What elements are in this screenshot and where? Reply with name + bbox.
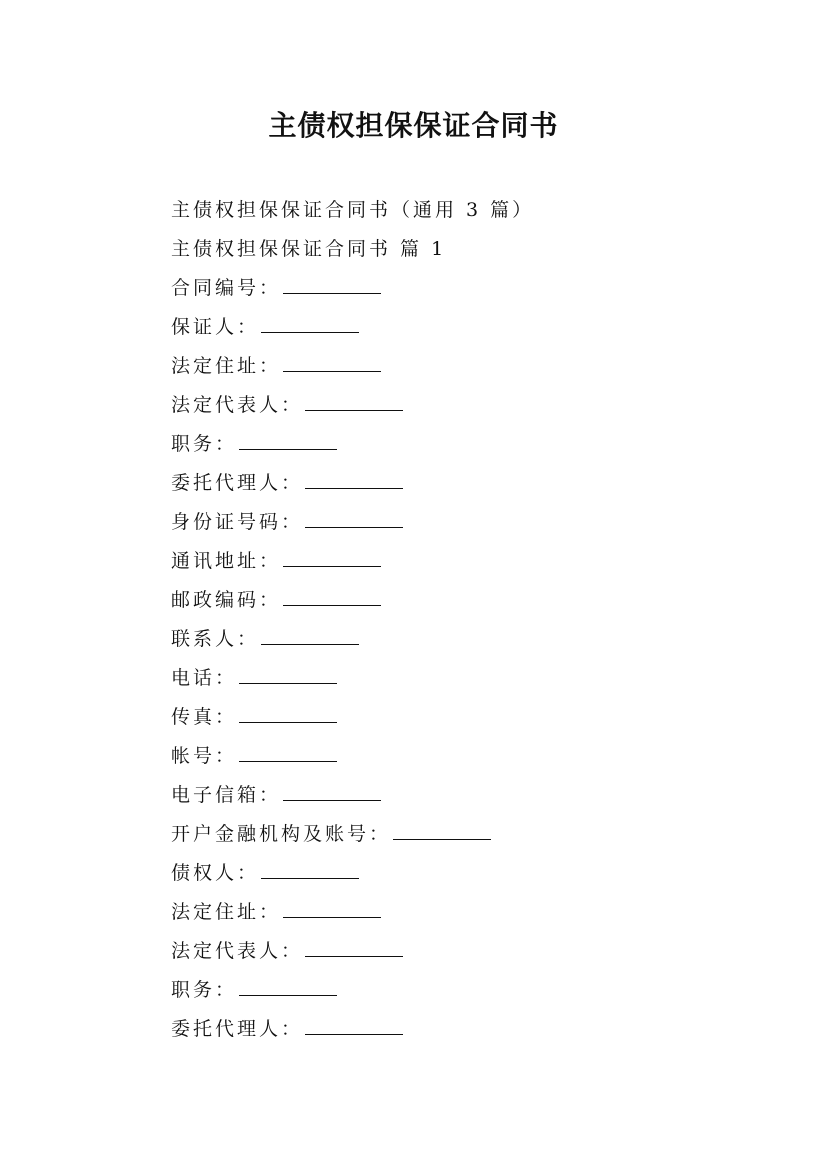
- fill-in-blank: [239, 743, 337, 762]
- fill-in-blank: [261, 626, 359, 645]
- field-label: 联系人：: [171, 628, 260, 650]
- field-label: 债权人：: [171, 862, 260, 884]
- field-label: 法定代表人：: [171, 940, 304, 962]
- form-field-line: [171, 898, 771, 937]
- fill-in-blank: [283, 899, 381, 918]
- document-title: 主债权担保保证合同书: [268, 109, 559, 142]
- fill-in-blank: [239, 431, 337, 450]
- document-line: [171, 196, 771, 235]
- form-field-line: [171, 352, 771, 391]
- fill-in-blank: [239, 665, 337, 684]
- field-label: 职务：: [171, 433, 238, 455]
- field-label: 帐号：: [171, 745, 238, 767]
- field-label: 电话：: [171, 667, 238, 689]
- field-label: 身份证号码：: [171, 511, 304, 533]
- field-label: 委托代理人：: [171, 1018, 304, 1040]
- field-label: 开户金融机构及账号：: [171, 823, 392, 845]
- field-label: 保证人：: [171, 316, 260, 338]
- document-body: [171, 196, 771, 1054]
- form-field-line: [171, 859, 771, 898]
- form-field-line: [171, 664, 771, 703]
- form-field-line: [171, 391, 771, 430]
- form-field-line: [171, 625, 771, 664]
- field-label: 职务：: [171, 979, 238, 1001]
- field-label: 法定代表人：: [171, 394, 304, 416]
- line-text: 主债权担保保证合同书（通用 3 篇）: [171, 199, 535, 221]
- document-line: [171, 235, 771, 274]
- fill-in-blank: [239, 977, 337, 996]
- field-label: 委托代理人：: [171, 472, 304, 494]
- field-label: 合同编号：: [171, 277, 282, 299]
- form-field-line: [171, 742, 771, 781]
- field-label: 通讯地址：: [171, 550, 282, 572]
- fill-in-blank: [305, 1016, 403, 1035]
- fill-in-blank: [305, 470, 403, 489]
- fill-in-blank: [305, 938, 403, 957]
- field-label: 邮政编码：: [171, 589, 282, 611]
- form-field-line: [171, 430, 771, 469]
- fill-in-blank: [283, 275, 381, 294]
- form-field-line: [171, 820, 771, 859]
- form-field-line: [171, 781, 771, 820]
- fill-in-blank: [239, 704, 337, 723]
- fill-in-blank: [283, 587, 381, 606]
- field-label: 传真：: [171, 706, 238, 728]
- form-field-line: [171, 274, 771, 313]
- form-field-line: [171, 586, 771, 625]
- fill-in-blank: [283, 548, 381, 567]
- form-field-line: [171, 1015, 771, 1054]
- fill-in-blank: [393, 821, 491, 840]
- fill-in-blank: [283, 353, 381, 372]
- form-field-line: [171, 508, 771, 547]
- form-field-line: [171, 547, 771, 586]
- form-field-line: [171, 703, 771, 742]
- fill-in-blank: [283, 782, 381, 801]
- form-field-line: [171, 469, 771, 508]
- fill-in-blank: [305, 392, 403, 411]
- fill-in-blank: [305, 509, 403, 528]
- field-label: 法定住址：: [171, 355, 282, 377]
- form-field-line: [171, 976, 771, 1015]
- form-field-line: [171, 937, 771, 976]
- field-label: 法定住址：: [171, 901, 282, 923]
- field-label: 电子信箱：: [171, 784, 282, 806]
- fill-in-blank: [261, 314, 359, 333]
- form-field-line: [171, 313, 771, 352]
- fill-in-blank: [261, 860, 359, 879]
- line-text: 主债权担保保证合同书 篇 1: [171, 238, 447, 260]
